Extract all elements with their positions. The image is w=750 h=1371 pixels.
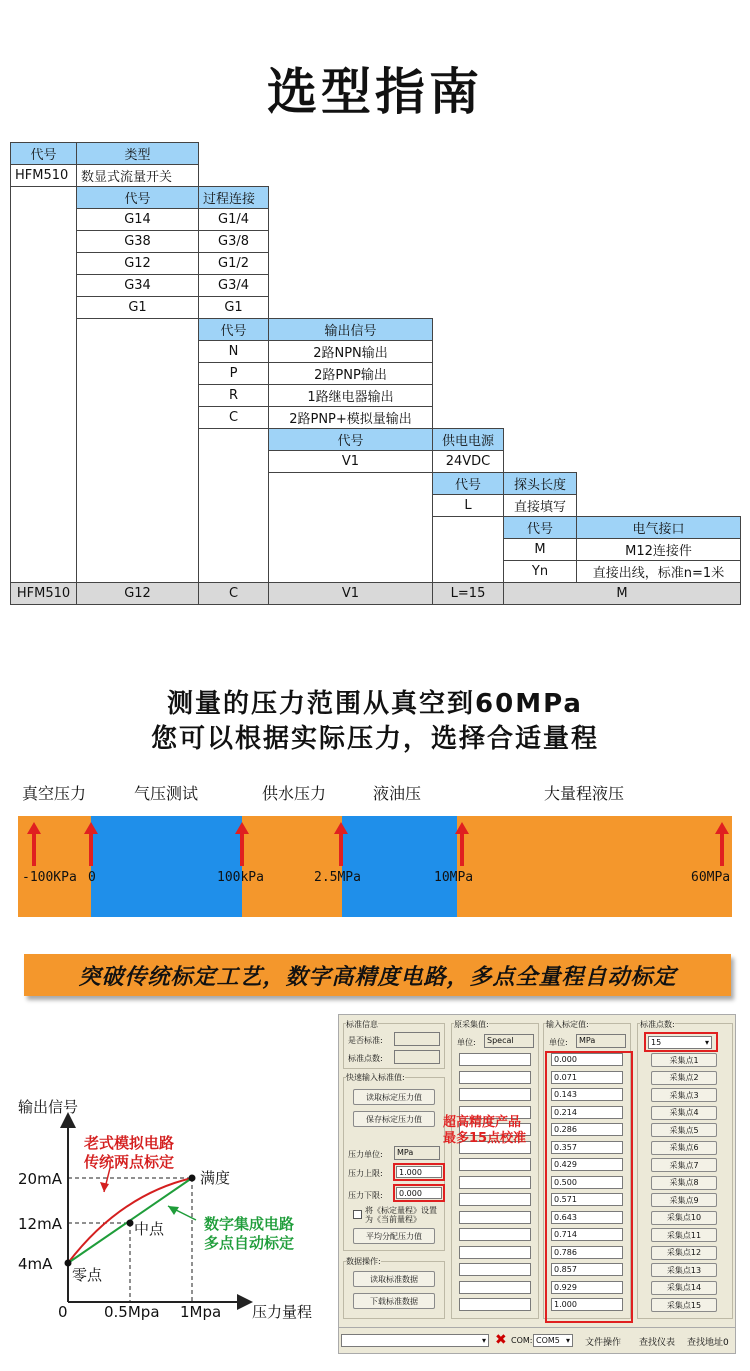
chevron-down-icon: ▾ xyxy=(704,1038,709,1047)
header-code: 代号 xyxy=(10,142,77,165)
arrow-up-icon xyxy=(84,822,98,866)
calibration-software-window xyxy=(338,1014,736,1354)
calibration-value-input[interactable]: 0.429 xyxy=(551,1158,623,1171)
proc-value-cell: G1/2 xyxy=(198,252,269,275)
download-data-button[interactable]: 下载标准数据 xyxy=(353,1293,435,1309)
range-band-air xyxy=(91,816,242,917)
example-cell: L=15 xyxy=(432,582,504,605)
proc-value-cell: G1 xyxy=(198,296,269,319)
calibration-value-input[interactable]: 0.571 xyxy=(551,1193,623,1206)
calibration-banner: 突破传统标定工艺，数字高精度电路，多点全量程自动标定 xyxy=(24,954,731,996)
elec-code-cell: M xyxy=(503,538,577,561)
tick-minus100kpa: -100KPa xyxy=(22,870,77,885)
raw-value-field xyxy=(459,1281,531,1294)
collect-point-button[interactable]: 采集点8 xyxy=(651,1176,717,1190)
collect-point-button[interactable]: 采集点12 xyxy=(651,1246,717,1260)
chevron-down-icon: ▾ xyxy=(565,1336,570,1345)
example-cell: HFM510 xyxy=(10,582,77,605)
raw-unit-label: 单位: xyxy=(457,1038,476,1047)
range-label-oil: 液油压 xyxy=(373,784,422,803)
find-meter-button[interactable]: 查找仪表 xyxy=(639,1338,676,1348)
find-address-button[interactable]: 查找地址0 xyxy=(687,1338,729,1348)
calibration-value-input[interactable]: 1.000 xyxy=(551,1298,623,1311)
com-label: COM: xyxy=(511,1336,533,1345)
range-band-high xyxy=(457,816,732,917)
out-value-cell: 2路PNP+模拟量输出 xyxy=(268,406,433,429)
collect-point-button[interactable]: 采集点2 xyxy=(651,1071,717,1085)
y-tick-12ma: 12mA xyxy=(18,1215,62,1233)
raw-value-field xyxy=(459,1071,531,1084)
points-field xyxy=(394,1050,440,1064)
out-code-cell: R xyxy=(198,384,269,407)
collect-point-button[interactable]: 采集点4 xyxy=(651,1106,717,1120)
full-label: 满度 xyxy=(200,1169,231,1187)
example-cell: G12 xyxy=(76,582,199,605)
collect-point-button[interactable]: 采集点14 xyxy=(651,1281,717,1295)
arrow-up-icon xyxy=(455,822,469,866)
raw-value-field xyxy=(459,1193,531,1206)
proc-code-cell: G12 xyxy=(76,252,199,275)
calibration-value-input[interactable]: 0.214 xyxy=(551,1106,623,1119)
calibration-graph xyxy=(0,1080,335,1340)
blank-cell xyxy=(268,472,433,583)
input-values-title: 输入标定值: xyxy=(546,1020,589,1029)
collect-point-button[interactable]: 采集点1 xyxy=(651,1053,717,1067)
collect-point-button[interactable]: 采集点15 xyxy=(651,1298,717,1312)
probe-value-cell: 直接填写 xyxy=(503,494,577,517)
arrow-up-icon xyxy=(235,822,249,866)
proc-value-cell: G3/8 xyxy=(198,230,269,253)
calibration-value-input[interactable]: 0.714 xyxy=(551,1228,623,1241)
mid-point xyxy=(127,1220,134,1227)
range-label-water: 供水压力 xyxy=(262,784,327,803)
elec-header-code: 代号 xyxy=(503,516,577,539)
range-checkbox-label: 将《标定量程》设置为《当前量程》 xyxy=(365,1206,437,1224)
save-calibration-button[interactable]: 保存标定压力值 xyxy=(353,1111,435,1127)
calibration-value-input[interactable]: 0.500 xyxy=(551,1176,623,1189)
tick-2-5mpa: 2.5MPa xyxy=(314,870,361,885)
group-data-ops-title: 数据操作: xyxy=(346,1257,381,1266)
blank-cell xyxy=(10,186,77,583)
elec-header-name: 电气接口 xyxy=(576,516,741,539)
collect-point-button[interactable]: 采集点3 xyxy=(651,1088,717,1102)
new-label-2: 多点自动标定 xyxy=(204,1234,295,1252)
calibration-value-input[interactable]: 0.857 xyxy=(551,1263,623,1276)
raw-value-field xyxy=(459,1176,531,1189)
x-tick-1mpa: 1Mpa xyxy=(180,1303,222,1321)
elec-value-cell: M12连接件 xyxy=(576,538,741,561)
close-icon[interactable]: ✖ xyxy=(495,1332,507,1348)
raw-value-field xyxy=(459,1053,531,1066)
mid-label: 中点 xyxy=(134,1220,165,1238)
collect-point-button[interactable]: 采集点13 xyxy=(651,1263,717,1277)
arrow-up-icon xyxy=(334,822,348,866)
proc-value-cell: G3/4 xyxy=(198,274,269,297)
tick-100kpa: 100kPa xyxy=(217,870,264,885)
collect-point-button[interactable]: 采集点11 xyxy=(651,1228,717,1242)
group-quick-input-title: 快速输入标准值: xyxy=(346,1073,405,1082)
pwr-header-code: 代号 xyxy=(268,428,433,451)
calibrated-field xyxy=(394,1032,440,1046)
collect-point-button[interactable]: 采集点5 xyxy=(651,1123,717,1137)
points-label: 标准点数: xyxy=(348,1054,383,1063)
type-cell: 数显式流量开关 xyxy=(76,164,199,187)
example-cell: M xyxy=(503,582,741,605)
collect-point-button[interactable]: 采集点7 xyxy=(651,1158,717,1172)
raw-value-field xyxy=(459,1211,531,1224)
range-checkbox[interactable] xyxy=(353,1210,362,1219)
read-calibration-button[interactable]: 读取标定压力值 xyxy=(353,1089,435,1105)
input-unit-field: MPa xyxy=(576,1034,626,1048)
proc-header-name: 过程连接 xyxy=(198,186,269,209)
blank-cell xyxy=(76,318,199,583)
model-cell: HFM510 xyxy=(10,164,77,187)
graph-ylabel: 输出信号 xyxy=(18,1098,79,1116)
calibration-value-input[interactable]: 0.286 xyxy=(551,1123,623,1136)
out-header-code: 代号 xyxy=(198,318,269,341)
lower-limit-label: 压力下限: xyxy=(348,1191,383,1200)
example-cell: V1 xyxy=(268,582,433,605)
proc-code-cell: G1 xyxy=(76,296,199,319)
collect-point-button[interactable]: 采集点6 xyxy=(651,1141,717,1155)
collect-point-button[interactable]: 采集点10 xyxy=(651,1211,717,1225)
calibrated-label: 是否标准: xyxy=(348,1036,383,1045)
raw-unit-field: Specal xyxy=(484,1034,534,1048)
range-label-air: 气压测试 xyxy=(134,784,199,803)
point-count-select[interactable]: 15 ▾ xyxy=(648,1036,712,1049)
group-standard-info-title: 标准信息 xyxy=(346,1020,378,1029)
tick-60mpa: 60MPa xyxy=(691,870,731,885)
collect-title: 标准点数: xyxy=(640,1020,675,1029)
raw-value-field xyxy=(459,1228,531,1241)
zero-label: 零点 xyxy=(72,1266,103,1284)
lower-limit-input[interactable]: 0.000 xyxy=(396,1187,442,1199)
proc-header-code: 代号 xyxy=(76,186,199,209)
average-distribute-button[interactable]: 平均分配压力值 xyxy=(353,1228,435,1244)
graph-xlabel: 压力量程 xyxy=(252,1303,313,1321)
out-code-cell: C xyxy=(198,406,269,429)
upper-limit-label: 压力上限: xyxy=(348,1169,383,1178)
x-tick-0-5mpa: 0.5Mpa xyxy=(104,1303,160,1321)
raw-value-field xyxy=(459,1246,531,1259)
unit-field: MPa xyxy=(394,1146,440,1160)
raw-value-field xyxy=(459,1158,531,1171)
out-value-cell: 1路继电器输出 xyxy=(268,384,433,407)
address-select[interactable] xyxy=(341,1334,489,1347)
range-label-vacuum: 真空压力 xyxy=(22,784,87,803)
chevron-down-icon: ▾ xyxy=(481,1336,486,1345)
example-cell: C xyxy=(198,582,269,605)
x-tick-0: 0 xyxy=(58,1303,68,1321)
elec-code-cell: Yn xyxy=(503,560,577,583)
out-value-cell: 2路NPN输出 xyxy=(268,340,433,363)
file-operation-button[interactable]: 文件操作 xyxy=(585,1338,622,1348)
zero-point xyxy=(65,1260,72,1267)
status-bar xyxy=(339,1327,735,1353)
old-label-2: 传统两点标定 xyxy=(84,1153,175,1171)
proc-code-cell: G34 xyxy=(76,274,199,297)
arrow-up-icon xyxy=(715,822,729,866)
calibration-value-input[interactable]: 0.643 xyxy=(551,1211,623,1224)
probe-header-name: 探头长度 xyxy=(503,472,577,495)
out-code-cell: N xyxy=(198,340,269,363)
tick-zero: 0 xyxy=(88,870,96,885)
calibration-value-input[interactable]: 0.786 xyxy=(551,1246,623,1259)
blank-cell xyxy=(198,428,269,583)
upper-limit-input[interactable]: 1.000 xyxy=(396,1166,442,1178)
arrow-up-icon xyxy=(27,822,41,866)
collect-point-button[interactable]: 采集点9 xyxy=(651,1193,717,1207)
tick-10mpa: 10MPa xyxy=(434,870,474,885)
range-band-oil xyxy=(342,816,457,917)
calibration-value-input[interactable]: 0.071 xyxy=(551,1071,623,1084)
y-tick-4ma: 4mA xyxy=(18,1255,53,1273)
raw-value-field xyxy=(459,1298,531,1311)
y-tick-20ma: 20mA xyxy=(18,1170,62,1188)
new-label-1: 数字集成电路 xyxy=(204,1215,295,1233)
calibration-value-input[interactable]: 0.357 xyxy=(551,1141,623,1154)
proc-value-cell: G1/4 xyxy=(198,208,269,231)
probe-code-cell: L xyxy=(432,494,504,517)
read-data-button[interactable]: 读取标准数据 xyxy=(353,1271,435,1287)
proc-code-cell: G38 xyxy=(76,230,199,253)
elec-value-cell: 直接出线，标准n=1米 xyxy=(576,560,741,583)
out-header-name: 输出信号 xyxy=(268,318,433,341)
range-title-line1: 测量的压力范围从真空到60MPa xyxy=(167,689,583,719)
pwr-code-cell: V1 xyxy=(268,450,433,473)
calibration-value-input[interactable]: 0.929 xyxy=(551,1281,623,1294)
raw-value-field xyxy=(459,1088,531,1101)
calibration-value-input[interactable]: 0.000 xyxy=(551,1053,623,1066)
pwr-value-cell: 24VDC xyxy=(432,450,504,473)
precision-note: 超高精度产品 最多15点校准 xyxy=(443,1115,527,1146)
old-label-1: 老式模拟电路 xyxy=(84,1134,175,1152)
raw-value-field xyxy=(459,1263,531,1276)
probe-header-code: 代号 xyxy=(432,472,504,495)
page-title: 选型指南 xyxy=(267,63,483,121)
calibration-value-input[interactable]: 0.143 xyxy=(551,1088,623,1101)
raw-values-title: 原采集值: xyxy=(454,1020,489,1029)
range-label-high: 大量程液压 xyxy=(544,784,625,803)
header-type: 类型 xyxy=(76,142,199,165)
pwr-header-name: 供电电源 xyxy=(432,428,504,451)
proc-code-cell: G14 xyxy=(76,208,199,231)
out-value-cell: 2路PNP输出 xyxy=(268,362,433,385)
range-band-water xyxy=(242,816,342,917)
input-unit-label: 单位: xyxy=(549,1038,568,1047)
range-title-line2: 您可以根据实际压力，选择合适量程 xyxy=(150,724,599,754)
out-code-cell: P xyxy=(198,362,269,385)
blank-cell xyxy=(432,516,504,583)
unit-label: 压力单位: xyxy=(348,1150,383,1159)
full-point xyxy=(189,1175,196,1182)
com-select[interactable]: COM5 ▾ xyxy=(533,1334,573,1347)
